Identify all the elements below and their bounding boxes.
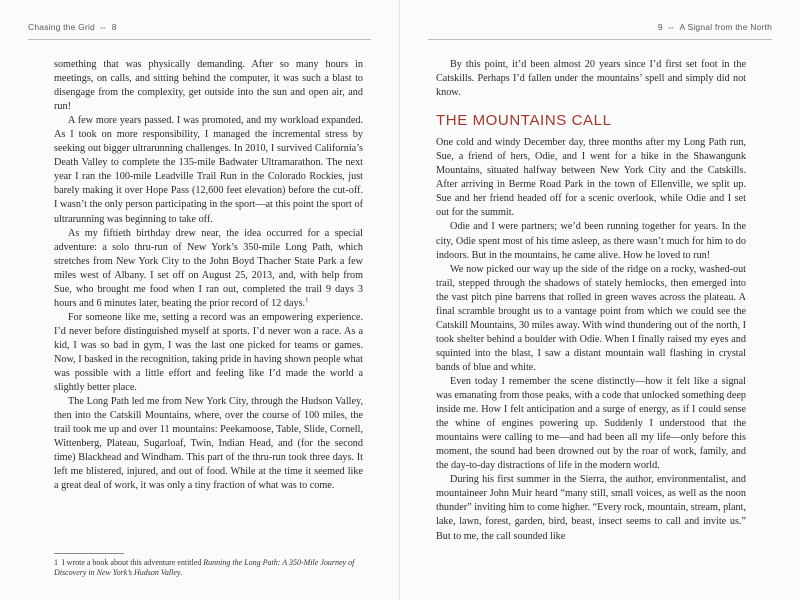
footnote-text-end: . bbox=[180, 568, 183, 577]
footnote bbox=[54, 558, 363, 578]
paragraph: One cold and windy December day, three months after my Long Path run, Sue, a friend of hers, Odie, and I went for a hike in the Shawangunk Mountains, situated halfway between New York City and the Catskills. After arriving in Berme Road Park in the town of Ellenville, we split up. Sue and her friend headed off for a scenic overlook, while Odie and I set out for the summit. bbox=[436, 137, 746, 219]
right-page-body bbox=[436, 58, 746, 544]
right-running-head bbox=[428, 22, 772, 36]
paragraph: The Long Path led me from New York City, through the Hudson Valley, then into the Catskill Mountains, where, over the course of 100 miles, the trail took me up and over 11 mountains: Peekamoose, Table, Slide, Cornell, Wittenberg, Plateau, Sugarloaf, Twin, Indian Head, and (for the second time) Blackhead and Windham. This part of the thru-run took three days. It left me blistered, injured, and out of food. While at the time it seemed like a great deal of work, it was only a tiny fraction of what was to come. bbox=[54, 396, 363, 492]
paragraph: A few more years passed. I was promoted, and my workload expanded. As I took on more responsibility, I managed the incremental stress by seeking out bigger ultrarunning challenges. In 2010, I survived California’s Death Valley to complete the 135-mile Badwater Ultramarathon. The next year I ran the 100-mile Leadville Trail Run in the Colorado Rockies, just barely making it over Hope Pass (12,600 feet elevation) before the cut-off. I wasn’t the only person participating in the sport—at this point the sport of ultrarunning was beginning to take off. bbox=[54, 115, 363, 225]
paragraph: We now picked our way up the side of the ridge on a rocky, washed-out trail, stepped through the shadows of stately hemlocks, then emerged into the vast pitch pine barrens that rolled in green waves across the plateau. A final scramble brought us to a vantage point from which we could see the Catskill Mountains, 30 miles away. With wind thundering out of the north, I took shelter behind a boulder with Odie. When I finally raised my eyes and squinted into the blast, I saw a distant mountain wall flashing in crystal bands of blue and white. bbox=[436, 263, 746, 373]
left-page-number: 8 bbox=[111, 22, 117, 32]
footnote-book-title: Running the Long Path: A 350-Mile Journey of Discovery in New York’s Hudson Valley bbox=[54, 558, 355, 577]
paragraph-text: As my fiftieth birthday drew near, the idea occurred for a special adventure: a solo thru-run of New York’s 350-mile Long Path, which stretches from New York City to the John Boyd Thacher State Park a few miles west of Albany. I set off on August 25, 2013, and, with help from Sue, who brought me food when I ran out, completed the trail 9 days 3 hours and 6 minutes later, beating the prior record of 12 days. bbox=[54, 227, 363, 309]
right-page bbox=[400, 0, 800, 600]
section-heading: THE MOUNTAINS CALL bbox=[436, 112, 612, 130]
left-running-head bbox=[28, 22, 371, 36]
footnote-text: I wrote a book about this adventure entitled bbox=[62, 558, 204, 567]
paragraph: By this point, it’d been almost 20 years since I’d first set foot in the Catskills. Perhaps I’d fallen under the mountains’ spell and simply did not know. bbox=[436, 59, 746, 99]
left-page-body bbox=[54, 58, 363, 493]
footnote-rule bbox=[54, 553, 124, 554]
right-page-number: 9 bbox=[657, 22, 663, 32]
footnote-number: 1 bbox=[54, 558, 58, 567]
header-rule bbox=[28, 39, 371, 40]
header-rule bbox=[428, 39, 772, 40]
chapter-title: A Signal from the North bbox=[679, 22, 772, 32]
paragraph bbox=[54, 227, 363, 311]
paragraph: Even today I remember the scene distinctly—how it felt like a signal was emanating from those peaks, with a code that unlocked something deep inside me. How I felt anticipation and a surge of energy, as if I could sense the whine of engines powering up. Suddenly I understood that the mountains were calling to me—and had been all my life—only before this moment, the sound had been drowned out by the roar of work, family, and the day-to-day distractions of life in the modern world. bbox=[436, 375, 746, 472]
paragraph: Odie and I were partners; we’d been running together for years. In the city, Odie spent most of his time asleep, as there wasn’t much for him to do indoors. But in the mountains, he came alive. How he loved to run! bbox=[436, 221, 746, 261]
ornament-icon: ⇔ bbox=[98, 22, 108, 32]
paragraph: For someone like me, setting a record was an empowering experience. I’d never before distinguished myself at sports. I’d never won a race. As a kid, I was so bad in gym, I was the last one picked for teams or games. Now, I basked in the recognition, taking pride in having shown people what was possible with a little effort and feeling like I’d made the world a slightly better place. bbox=[54, 311, 363, 394]
paragraph: something that was physically demanding. After so many hours in meetings, on calls, and sitting behind the computer, it was such a blast to disengage from the complexity, get outside into the sun and open air, and run! bbox=[54, 59, 363, 113]
ornament-icon: ⇔ bbox=[666, 22, 676, 32]
book-title: Chasing the Grid bbox=[28, 22, 95, 32]
footnote-marker[interactable]: 1 bbox=[305, 296, 309, 304]
paragraph: During his first summer in the Sierra, the author, environmentalist, and mountaineer John Muir heard “many still, small voices, as well as the noon thunder” inviting him to come higher. “Every rock, mountain, stream, plant, lake, lawn, forest, garden, bird, beast, insect seems to call and invite us.” But to me, the call sounded like bbox=[436, 474, 746, 542]
